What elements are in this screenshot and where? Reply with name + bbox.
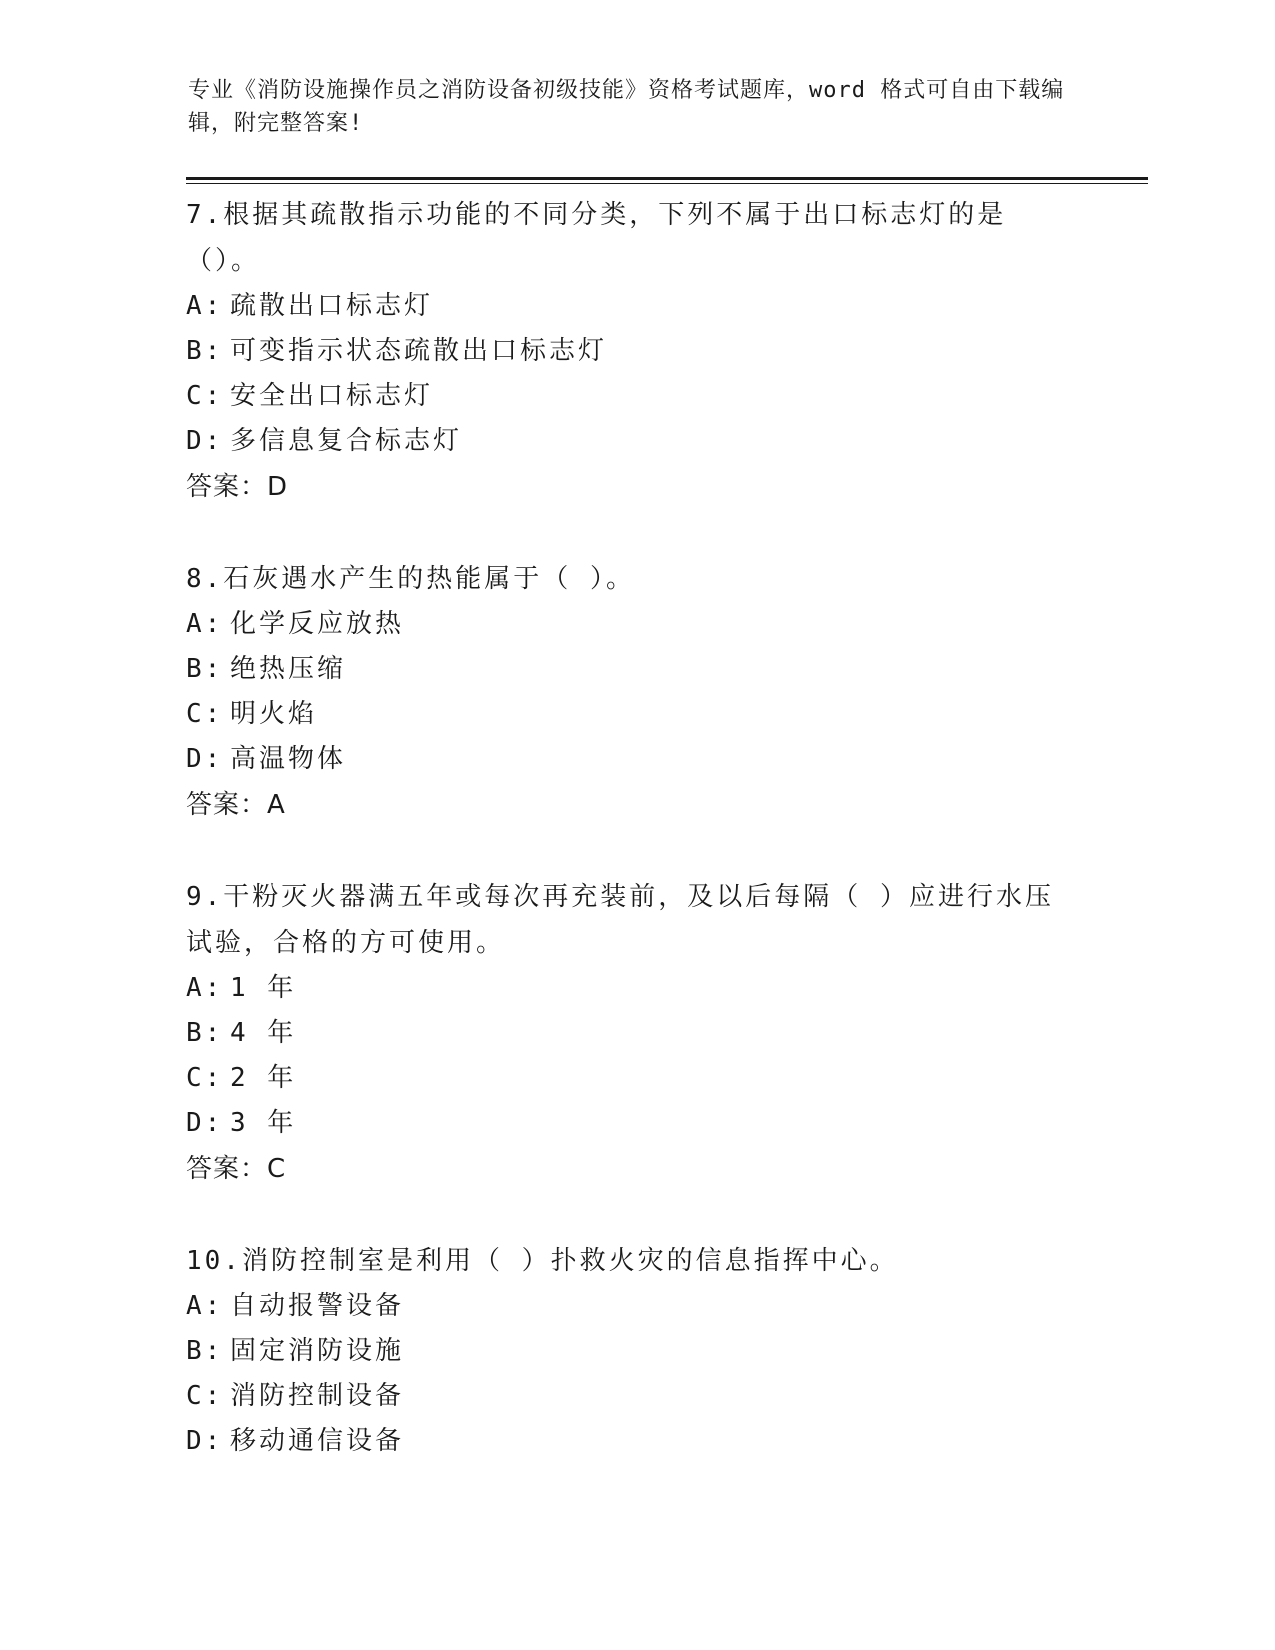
option-text: 3 年 [230,1108,297,1138]
question-stem: 7.根据其疏散指示功能的不同分类，下列不属于出口标志灯的是（）。 [186,200,1007,276]
option-a [186,1284,1066,1329]
option-a [186,966,1066,1011]
answer-line: 答案：A [186,790,286,820]
option-b [186,329,1066,374]
option-text: 消防控制设备 [230,1381,405,1411]
question-stem: 8.石灰遇水产生的热能属于（ ）。 [186,564,635,594]
question-stem: 9.干粉灭火器满五年或每次再充装前，及以后每隔（ ）应进行水压试验，合格的方可使用。 [186,882,1054,958]
option-text: 明火焰 [230,699,318,729]
option-c [186,1056,1066,1101]
option-letter: D: [186,744,224,774]
option-d [186,1101,1066,1146]
option-letter: B: [186,654,224,684]
option-text: 化学反应放热 [230,609,405,639]
question-list [186,192,1066,1510]
option-letter: A: [186,1291,224,1321]
answer-line: 答案：C [186,1154,287,1184]
option-text: 移动通信设备 [230,1426,405,1456]
option-letter: C: [186,1063,224,1093]
option-letter: A: [186,609,224,639]
option-text: 安全出口标志灯 [230,381,434,411]
option-b [186,1011,1066,1056]
option-letter: D: [186,1426,224,1456]
option-letter: D: [186,426,224,456]
option-letter: D: [186,1108,224,1138]
option-text: 2 年 [230,1063,297,1093]
option-text: 疏散出口标志灯 [230,291,434,321]
option-d [186,737,1066,782]
option-d [186,419,1066,464]
header-divider-thin [186,183,1148,184]
option-text: 4 年 [230,1018,297,1048]
option-c [186,1374,1066,1419]
question-9 [186,874,1066,1192]
document-header: 专业《消防设施操作员之消防设备初级技能》资格考试题库，word 格式可自由下载编辑，附完整答案! [188,78,1065,136]
option-a [186,284,1066,329]
option-text: 高温物体 [230,744,347,774]
option-text: 1 年 [230,973,297,1003]
question-stem: 10.消防控制室是利用（ ）扑救火灾的信息指挥中心。 [186,1246,899,1276]
option-letter: B: [186,336,224,366]
answer-line: 答案：D [186,472,289,502]
option-d [186,1419,1066,1464]
option-b [186,647,1066,692]
option-letter: C: [186,381,224,411]
option-letter: A: [186,291,224,321]
option-c [186,374,1066,419]
question-10 [186,1238,1066,1464]
option-b [186,1329,1066,1374]
header-divider-thick [186,177,1148,180]
option-letter: B: [186,1018,224,1048]
option-text: 自动报警设备 [230,1291,405,1321]
option-text: 可变指示状态疏散出口标志灯 [230,336,608,366]
question-7 [186,192,1066,510]
option-letter: C: [186,1381,224,1411]
option-letter: A: [186,973,224,1003]
option-letter: B: [186,1336,224,1366]
option-c [186,692,1066,737]
option-text: 多信息复合标志灯 [230,426,463,456]
option-a [186,602,1066,647]
option-letter: C: [186,699,224,729]
option-text: 固定消防设施 [230,1336,405,1366]
question-8 [186,556,1066,828]
option-text: 绝热压缩 [230,654,347,684]
